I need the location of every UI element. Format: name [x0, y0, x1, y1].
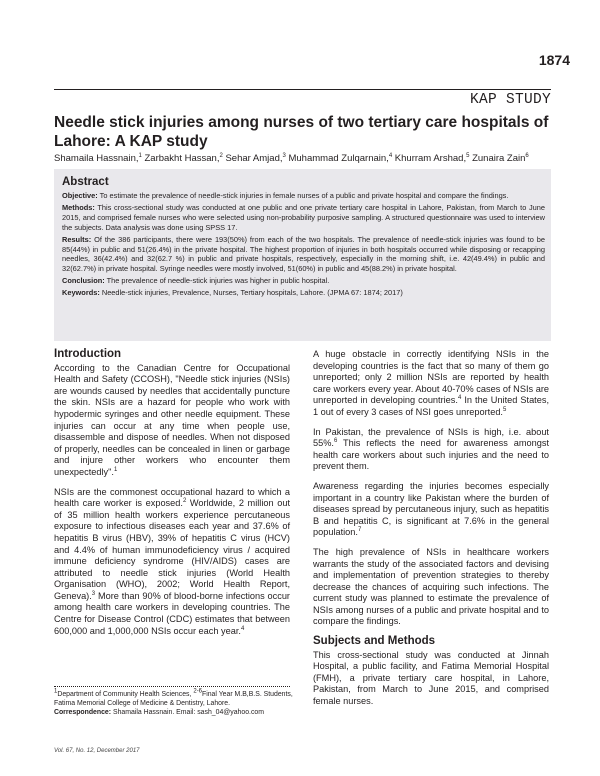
intro-paragraph: NSIs are the commonest occupational hazard to which a health care worker is exposed.$^2$ Worldwide, 2 million out of 35 million health workers experience percutaneous exposure to infectious diseases each year and 37.6% of hepatitis B virus (HBV), 39% of hepatitis C virus (HCV) and 4.4% of human immunodeficiency virus / acquired immune deficiency syndrome (HIV/AIDS) cases are attributed to needle stick injuries (World Health Organisation (WHO), 2002; World Health Report, Geneva).$^3$ More than 90% of blood-borne infections occur among health care workers in developing countries. The Centre for Disease Control (CDC) estimates that between 600,000 and 1,000,000 NSIs occur each year.$^4$ [54, 486, 291, 636]
intro-paragraph: According to the Canadian Centre for Occupational Health and Safety (CCOSH), "Needle stick injuries (NSIs) are wounds caused by needles that accidentally puncture the skin. NSIs are a hazard for people who work with hypodermic syringes and other needle equipment. These injuries can occur at any time when people use, disassemble and dispose of needles. When not disposed of properly, needles can be concealed in linen or garbage and injure other workers who encounter them unexpectedly".$^1$ [54, 362, 290, 477]
left-column [54, 349, 290, 645]
abstract-results: Results: Of the 386 participants, there were 193(50%) from each of the two hospitals. The prevalence of needle-stick injuries was found to be 85(44%) in public and 51(26.4%) in the private hospital. The highest proportion of injuries in both hospitals occurred while disposing or recapping needles, 36(42.4%) and 32(62.7 %) in public and private hospitals, respectively, especially in the morning shift, i.e. 42(49.4%) in public and 32(62.7%) in private hospital. Syringe needles were mostly involved, 51(60%) in public and 45(88.2%) in private hospital. [62, 234, 545, 274]
author: Zunaira Zain$^6$ [472, 152, 529, 164]
introduction-heading: Introduction [54, 348, 122, 360]
body-paragraph: Awareness regarding the injuries becomes especially important in a country like Pakistan where the burden of diseases spread by percutaneous injury, such as hepatitis B and hepatitis C, is significant at 7.6% in the general population.$^7$ [313, 480, 549, 538]
author: Khurram Arshad,$^5$ [394, 152, 470, 164]
footnotes [54, 690, 294, 717]
footnote-divider [54, 686, 290, 687]
article-title: Needle stick injuries among nurses of two tertiary care hospitals of Lahore: A KAP study [54, 114, 549, 150]
section-label: KAP STUDY [469, 92, 551, 108]
correspondence-line: Correspondence: Shamaila Hassnain. Email: sash_04@yahoo.com [54, 709, 264, 716]
right-column [313, 349, 549, 716]
body-paragraph: In Pakistan, the prevalence of NSIs is high, i.e. about 55%.$^6$ This reflects the need for awareness amongst health care workers about such injuries and the need to prevent them. [313, 426, 549, 472]
author-list [54, 153, 551, 165]
author: Sehar Amjad,$^3$ [225, 152, 286, 164]
abstract-heading: Abstract [62, 176, 109, 188]
methods-heading: Subjects and Methods [313, 635, 436, 648]
affiliation-line: $^1$Department of Community Health Sciences, $^{2-6}$Final Year M.B,B.S. Students, [54, 688, 293, 698]
abstract-conclusion: Conclusion: The prevalence of needle-stick injuries was higher in public hospital. [62, 276, 330, 286]
body-paragraph: This cross-sectional study was conducted at Jinnah Hospital, a public facility, and Fatima Memorial Hospital (FMH), a private tertiary care hospital, in Lahore, Pakistan, from March to June 2015, and comprised female nurses. [313, 649, 549, 707]
abstract-objective: Objective: To estimate the prevalence of needle-stick injuries in female nurses of a public and private hospital and compare the findings. [62, 191, 509, 200]
author: Shamaila Hassnain,$^1$ [54, 152, 142, 164]
body-paragraph: A huge obstacle in correctly identifying NSIs in the developing countries is the fact that so many of them go unreported; only 2 million NSIs are reported by health care workers every year. About 40-70% cases of NSIs are unreported in developing countries.$^4$ In the United States, 1 out of every 3 cases of NSI goes unreported.$^5$ [313, 349, 549, 417]
abstract-box [54, 169, 551, 341]
body-paragraph: The high prevalence of NSIs in healthcare workers warrants the study of the associated factors and devising and implementation of prevention strategies to thereby decrease the chances of acquiring such infections. The current study was planned to estimate the prevalence of NSIs among nurses of a public and private hospital and to compare the findings. [313, 546, 549, 627]
page-number: 1874 [538, 52, 570, 68]
journal-footer: Vol. 67, No. 12, December 2017 [54, 748, 140, 754]
author: Muhammad Zulqarnain,$^4$ [288, 152, 393, 164]
section-divider [54, 89, 551, 90]
abstract-methods: Methods: This cross-sectional study was conducted at one public and one private tertiary care hospital in Lahore, Pakistan, from March to June 2015, and comprised female nurses who were selected using non-probability purposive sampling. A structured questionnaire was used to interview the subjects. Data analysis was done using SPSS 17. [62, 203, 546, 232]
author: Zarbakht Hassan,$^2$ [144, 152, 223, 164]
abstract-keywords: Keywords: Needle-stick injuries, Prevalence, Nurses, Tertiary hospitals, Lahore. (JPMA 67: 1874; 2017) [62, 288, 403, 298]
affiliation-line: Fatima Memorial College of Medicine & Dentistry, Lahore. [54, 700, 231, 707]
